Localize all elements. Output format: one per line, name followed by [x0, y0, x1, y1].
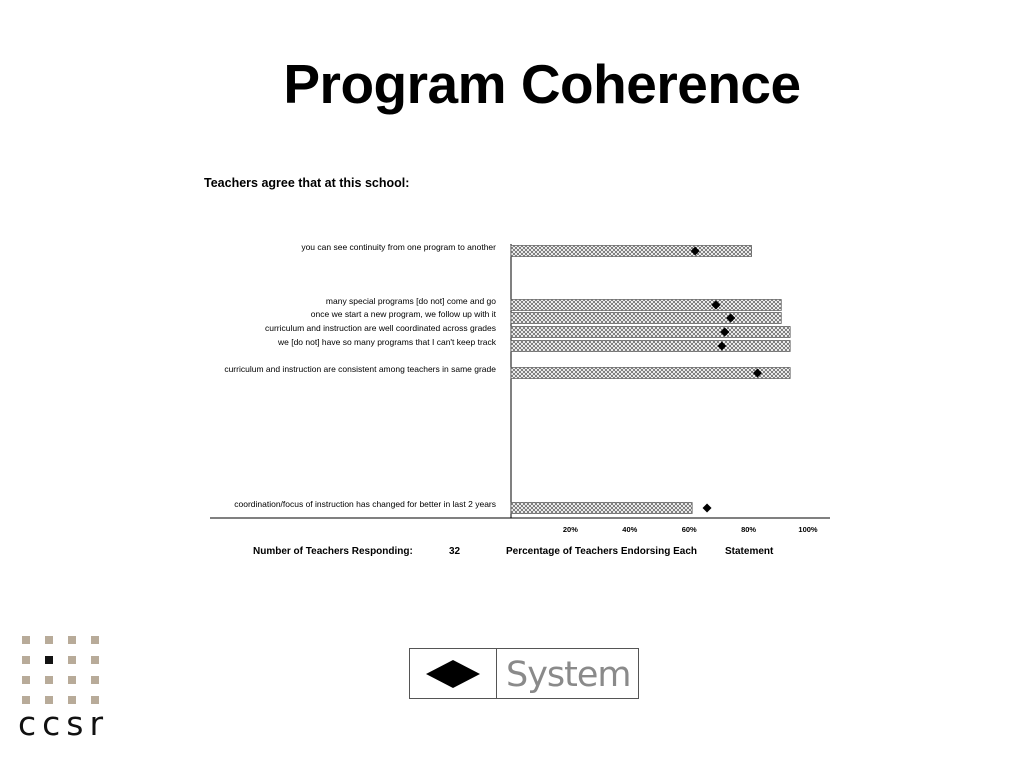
logo-square	[91, 636, 99, 644]
category-label-3: once we start a new program, we follow up with it	[310, 309, 496, 319]
chart-title: Teachers agree that at this school:	[204, 176, 410, 190]
logo-square	[45, 696, 53, 704]
bar-2	[511, 300, 781, 311]
respondents-value: 32	[449, 546, 461, 557]
legend-swatch	[410, 649, 497, 698]
bar-5	[511, 341, 790, 352]
bar-4	[511, 327, 790, 338]
category-label-7: coordination/focus of instruction has changed for better in last 2 years	[234, 499, 496, 509]
logo-square	[68, 676, 76, 684]
logo-square	[68, 696, 76, 704]
legend	[409, 648, 639, 699]
bar-6	[511, 368, 790, 379]
ccsr-logo	[22, 636, 108, 706]
x-tick-label-60: 60%	[681, 525, 697, 534]
x-axis-title-part2: Statement	[725, 546, 774, 557]
category-label-2: many special programs [do not] come and go	[325, 296, 496, 306]
logo-square	[91, 676, 99, 684]
category-label-5: we [do not] have so many programs that I can't keep track	[277, 337, 496, 347]
x-tick-label-40: 40%	[622, 525, 638, 534]
diamond-icon	[426, 660, 480, 688]
logo-square	[22, 676, 30, 684]
x-tick-label-20: 20%	[562, 525, 578, 534]
logo-square-highlight	[45, 656, 53, 664]
category-label-4: curriculum and instruction are well coordinated across grades	[264, 323, 496, 333]
x-axis-title-part1: Percentage of Teachers Endorsing Each	[506, 546, 697, 557]
logo-square	[45, 636, 53, 644]
slide-title: Program Coherence	[283, 53, 801, 115]
logo-square	[68, 656, 76, 664]
legend-label: System	[506, 655, 631, 695]
x-tick-label-100: 100%	[798, 525, 818, 534]
bar-1	[511, 246, 752, 257]
logo-square	[22, 696, 30, 704]
logo-square	[22, 656, 30, 664]
x-tick-label-80: 80%	[741, 525, 757, 534]
ccsr-logo-text: ccsr	[18, 704, 110, 743]
system-marker-7	[703, 504, 712, 513]
logo-square	[22, 636, 30, 644]
respondents-label: Number of Teachers Responding:	[253, 546, 413, 557]
logo-square	[45, 676, 53, 684]
logo-square	[68, 636, 76, 644]
bar-3	[511, 313, 781, 324]
category-label-6: curriculum and instruction are consistent among teachers in same grade	[224, 364, 496, 374]
category-label-1: you can see continuity from one program to another	[301, 242, 496, 252]
bar-7	[511, 503, 692, 514]
logo-square	[91, 656, 99, 664]
logo-square	[91, 696, 99, 704]
